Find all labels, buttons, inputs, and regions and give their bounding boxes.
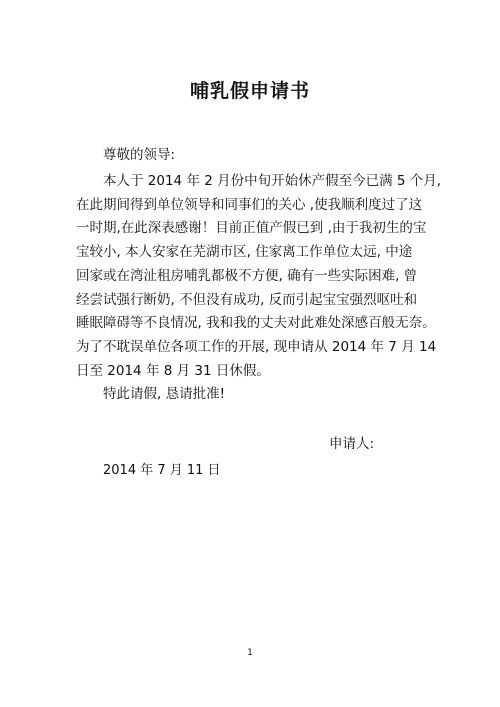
- body-line: 一时期,在此深表感谢！目前正值产假已到 ,由于我初生的宝: [76, 220, 427, 237]
- salutation: 尊敬的领导:: [103, 147, 176, 163]
- page-number: 1: [247, 648, 253, 658]
- signer-label: 申请人:: [329, 436, 375, 452]
- body-line: 本人于 2014 年 2 月份中旬开始休产假至今已满 5 个月,: [103, 173, 442, 189]
- body-line: 在此期间得到单位领导和同事们的关心 ,使我顺利度过了这: [76, 196, 423, 213]
- body-line: 睡眠障碍等不良情况, 我和我的丈夫对此难处深感百般无奈。: [76, 315, 436, 332]
- body-line: 为了不耽误单位各项工作的开展, 现申请从 2014 年 7 月 14: [76, 338, 437, 355]
- body-line: 日至 2014 年 8 月 31 日休假。: [76, 362, 270, 379]
- body-line: 回家或在湾沚租房哺乳都极不方便, 确有一些实际困难, 曾: [76, 267, 418, 284]
- body-line: 经尝试强行断奶, 不但没有成功, 反而引起宝宝强烈呕吐和: [76, 291, 418, 308]
- closing-line: 特此请假, 恳请批准!: [103, 386, 225, 403]
- body-line: 宝较小, 本人安家在芜湖市区, 住家离工作单位太远, 中途: [76, 244, 413, 261]
- letter-date: 2014 年 7 月 11 日: [103, 463, 221, 478]
- letter-body: [76, 170, 442, 407]
- document-title: 哺乳假申请书: [189, 80, 310, 102]
